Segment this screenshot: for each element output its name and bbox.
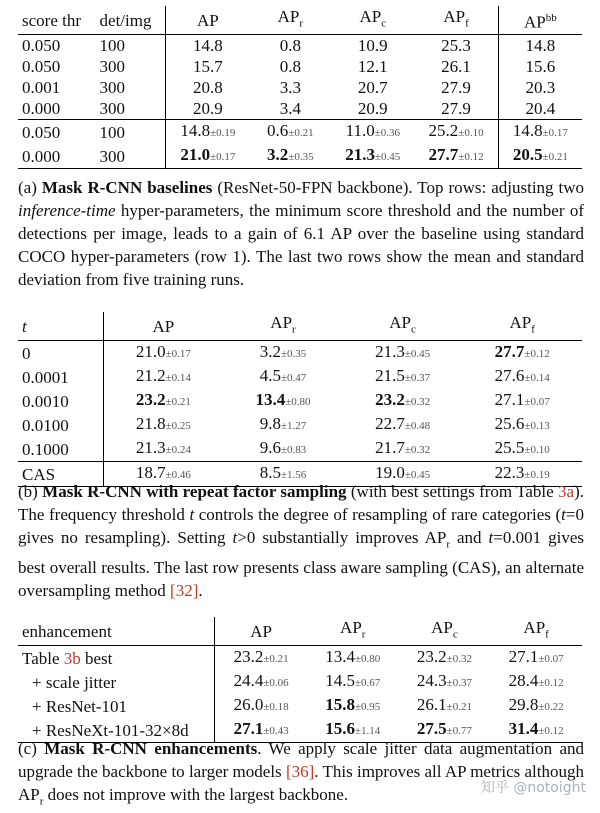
table-a bbox=[18, 6, 582, 169]
cell: 0.0001 bbox=[18, 365, 103, 389]
cell: 0.8 bbox=[279, 36, 301, 56]
cell: 25.5±0.10 bbox=[494, 438, 550, 458]
table-c-header bbox=[18, 617, 582, 646]
col-header: $AP_f$ bbox=[414, 6, 498, 35]
math-t: t bbox=[189, 505, 195, 524]
cell: 21.8±0.25 bbox=[135, 414, 191, 434]
table-reference-link[interactable]: 3b bbox=[63, 648, 81, 668]
col-header: AP bbox=[250, 621, 272, 641]
cell: 15.8±0.95 bbox=[325, 695, 381, 715]
cell: 21.3±0.45 bbox=[375, 342, 431, 362]
cell: 0.0010 bbox=[18, 389, 103, 413]
cell: 20.9 bbox=[192, 99, 223, 119]
caption-text: hyper-parameters, the minimum score threshold and the number of detections per image, leads to a gain of 6.1 AP over the baseline using standard COCO hyper-parameters (row 1). The last two rows show the mean and standard deviation from five training runs. bbox=[18, 201, 584, 289]
caption-italic: inference-time bbox=[18, 201, 116, 220]
cell: 29.8±0.22 bbox=[508, 695, 564, 715]
cell: 23.2±0.21 bbox=[233, 647, 289, 667]
cell: 0.8 bbox=[279, 57, 301, 77]
col-header: score thr bbox=[22, 10, 82, 30]
cell: 300 bbox=[96, 56, 166, 77]
cell: 13.4±0.80 bbox=[325, 647, 381, 667]
cell: 300 bbox=[96, 98, 166, 120]
cell: 14.8±0.19 bbox=[180, 121, 236, 141]
cell: 0 bbox=[18, 341, 103, 366]
caption-text: controls the degree of resampling of rare categories ( bbox=[194, 505, 562, 524]
math-t: t bbox=[488, 528, 494, 547]
citation-link[interactable]: [32] bbox=[170, 581, 199, 601]
cell: 21.7±0.32 bbox=[375, 438, 431, 458]
caption-text: ). The frequency threshold bbox=[18, 482, 585, 524]
caption-text: does not improve with the largest backbone. bbox=[43, 785, 349, 804]
cell: 31.4±0.12 bbox=[508, 719, 564, 739]
cell: 27.9 bbox=[414, 77, 498, 98]
subscript: r bbox=[39, 795, 44, 808]
caption-text: . This improves all AP metrics although AP bbox=[18, 762, 584, 804]
cell: 27.9 bbox=[414, 98, 498, 120]
subscript: r bbox=[446, 538, 450, 551]
cell: 15.7 bbox=[192, 57, 223, 77]
table-b-header bbox=[18, 312, 582, 341]
cell: 14.8 bbox=[525, 36, 556, 56]
caption-text: (with best settings from Table bbox=[346, 482, 559, 501]
cell: 300 bbox=[96, 144, 166, 169]
table-row bbox=[18, 413, 582, 437]
table-row bbox=[18, 35, 582, 57]
cell: 9.8±1.27 bbox=[259, 414, 307, 434]
caption-text: . bbox=[198, 581, 203, 601]
caption-b bbox=[18, 480, 584, 602]
table-row bbox=[18, 365, 582, 389]
cell: 15.6 bbox=[525, 57, 556, 77]
cell: + scale jitter bbox=[18, 670, 215, 694]
caption-label: (b) bbox=[18, 482, 38, 501]
cell: 22.7±0.48 bbox=[375, 414, 431, 434]
cell: 26.0±0.18 bbox=[233, 695, 289, 715]
cell: 20.3 bbox=[525, 78, 556, 98]
cell: 27.6±0.14 bbox=[494, 366, 550, 386]
cell: 0.050 bbox=[22, 122, 61, 142]
caption-title: Mask R-CNN enhancements bbox=[44, 739, 258, 758]
cell: 14.8±0.17 bbox=[512, 121, 568, 141]
cell: 26.1 bbox=[414, 56, 498, 77]
caption-c bbox=[18, 737, 584, 813]
table-row bbox=[18, 437, 582, 462]
cell: CAS bbox=[18, 462, 103, 487]
caption-title: Mask R-CNN baselines bbox=[41, 178, 213, 197]
cell: 9.6±0.83 bbox=[259, 438, 307, 458]
col-header: AP bbox=[152, 316, 175, 336]
cell: 0.6±0.21 bbox=[267, 121, 314, 141]
table-a-body bbox=[18, 35, 582, 169]
caption-text: (ResNet-50-FPN backbone). Top rows: adjusting two bbox=[212, 178, 585, 197]
cell: 25.6±0.13 bbox=[494, 414, 550, 434]
col-header: enhancement bbox=[18, 617, 215, 646]
table-c bbox=[18, 617, 582, 743]
cell: 18.7±0.46 bbox=[135, 463, 191, 483]
cell: 27.1±0.43 bbox=[233, 719, 289, 739]
cell: 0.1000 bbox=[18, 437, 103, 462]
cell: 3.4 bbox=[279, 99, 301, 119]
col-header: $AP_r$ bbox=[270, 313, 296, 336]
cell: 21.2±0.14 bbox=[135, 366, 191, 386]
cell: 3.3 bbox=[279, 78, 301, 98]
cell: 26.1±0.21 bbox=[416, 695, 472, 715]
cell: 3.2±0.35 bbox=[267, 145, 314, 165]
table-row bbox=[18, 694, 582, 718]
col-header: $AP_r$ bbox=[340, 618, 366, 641]
cell: 14.8 bbox=[192, 36, 223, 56]
caption-text: . We apply scale jitter data augmentation and upgrade the backbone to larger models bbox=[18, 739, 585, 781]
cell: 23.2±0.32 bbox=[416, 647, 472, 667]
caption-text: =0 gives no resampling). Setting bbox=[18, 505, 584, 547]
cell: 12.1 bbox=[357, 57, 388, 77]
cell: 100 bbox=[96, 120, 166, 145]
cell: 23.2±0.21 bbox=[135, 390, 191, 410]
cell: 20.5±0.21 bbox=[512, 145, 568, 165]
caption-label: (a) bbox=[18, 178, 37, 197]
cell: 0.000 bbox=[22, 146, 61, 166]
cell: 24.3±0.37 bbox=[416, 671, 472, 691]
citation-link[interactable]: [36] bbox=[285, 762, 315, 781]
table-row bbox=[18, 56, 582, 77]
cell: + ResNet-101 bbox=[18, 694, 215, 718]
col-header: AP bbox=[197, 10, 219, 30]
table-row bbox=[18, 120, 582, 145]
cell: 0.001 bbox=[22, 78, 61, 98]
cell: 14.5±0.67 bbox=[325, 671, 381, 691]
cell: 25.3 bbox=[414, 35, 498, 57]
table-row bbox=[18, 646, 582, 671]
caption-text: and bbox=[449, 528, 489, 547]
caption-text: >0 substantially improves AP bbox=[237, 528, 447, 547]
cell: 100 bbox=[96, 35, 166, 57]
cell: 27.7±0.12 bbox=[494, 342, 550, 362]
table-b-body bbox=[18, 341, 582, 487]
cell: 24.4±0.06 bbox=[233, 671, 289, 691]
cell: 28.4±0.12 bbox=[508, 671, 564, 691]
math-t: t bbox=[232, 528, 238, 547]
cell: Table 3b best bbox=[18, 646, 215, 671]
cell: 21.5±0.37 bbox=[375, 366, 431, 386]
cell: 300 bbox=[96, 77, 166, 98]
cell: 8.5±1.56 bbox=[259, 463, 307, 483]
table-row bbox=[18, 389, 582, 413]
table-row bbox=[18, 670, 582, 694]
caption-title: Mask R-CNN with repeat factor sampling bbox=[42, 482, 347, 501]
watermark: 知乎 @notoight bbox=[480, 780, 586, 796]
cell: 0.050 bbox=[22, 36, 61, 56]
caption-text: =0.001 gives best overall results. The last row presents class aware sampling (CAS), an alternate oversampling method bbox=[18, 528, 584, 601]
cell: 4.5±0.47 bbox=[259, 366, 307, 386]
cell: 0.0100 bbox=[18, 413, 103, 437]
caption-a bbox=[18, 176, 584, 291]
cell: 20.4 bbox=[525, 99, 556, 119]
cell: 21.0±0.17 bbox=[135, 342, 191, 362]
cell: + ResNeXt-101-32×8d bbox=[18, 718, 215, 743]
table-row bbox=[18, 341, 582, 366]
cell: 21.3±0.45 bbox=[345, 145, 401, 165]
table-b bbox=[18, 312, 582, 487]
table-row bbox=[18, 98, 582, 120]
col-header: $AP_f$ bbox=[523, 618, 549, 641]
cell: 11.0±0.36 bbox=[345, 121, 400, 141]
cell: 0.000 bbox=[22, 99, 61, 119]
cell: 25.2±0.10 bbox=[414, 120, 498, 145]
cell: 15.6±1.14 bbox=[325, 719, 381, 739]
cell: 20.8 bbox=[192, 78, 223, 98]
math-t: t bbox=[561, 505, 566, 524]
cell: 27.5±0.77 bbox=[416, 719, 472, 739]
table-c-body bbox=[18, 646, 582, 743]
cell: 3.2±0.35 bbox=[259, 342, 307, 362]
cell: 10.9 bbox=[357, 36, 388, 56]
cell: 0.050 bbox=[22, 57, 61, 77]
col-header: t bbox=[18, 312, 103, 341]
cell: 20.9 bbox=[357, 99, 388, 119]
table-a-header bbox=[18, 6, 582, 35]
cell: 19.0±0.45 bbox=[375, 463, 431, 483]
cell: 23.2±0.32 bbox=[375, 390, 431, 410]
caption-label: (c) bbox=[18, 739, 37, 758]
col-header: $AP_c$ bbox=[389, 313, 416, 336]
table-row bbox=[18, 77, 582, 98]
cell: 13.4±0.80 bbox=[255, 390, 311, 410]
col-header: $AP_c$ bbox=[431, 618, 458, 641]
col-header: $AP_f$ bbox=[509, 313, 535, 336]
table-row bbox=[18, 144, 582, 169]
cell: 27.1±0.07 bbox=[494, 390, 550, 410]
cell: 27.7±0.12 bbox=[414, 144, 498, 169]
cell: 27.1±0.07 bbox=[508, 647, 564, 667]
cell: 20.7 bbox=[357, 78, 388, 98]
table-reference-link[interactable]: 3a bbox=[558, 482, 575, 501]
col-header: det/img bbox=[96, 6, 166, 35]
col-header: $AP_c$ bbox=[359, 7, 387, 30]
col-header: $AP^{bb}$ bbox=[523, 11, 557, 32]
cell: 22.3±0.19 bbox=[494, 463, 550, 483]
col-header: $AP_r$ bbox=[277, 7, 304, 30]
cell: 21.0±0.17 bbox=[180, 145, 236, 165]
cell: 21.3±0.24 bbox=[135, 438, 191, 458]
